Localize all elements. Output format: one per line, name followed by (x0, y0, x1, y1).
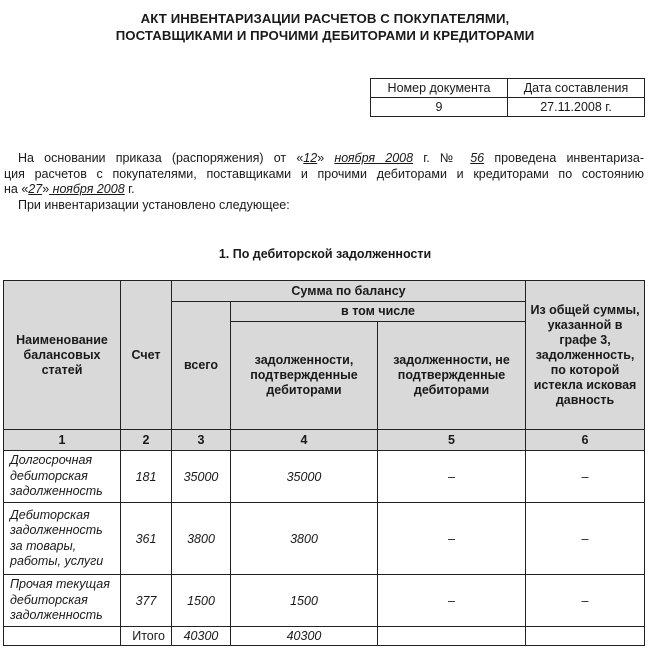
title-line-2: ПОСТАВЩИКАМИ И ПРОЧИМИ ДЕБИТОРАМИ И КРЕДИТОРАМИ (115, 28, 535, 43)
total-confirmed: 40300 (231, 627, 378, 646)
row-expired: – (526, 503, 645, 575)
name-line: работы, услуги (10, 554, 104, 568)
basis-line-1 (4, 151, 644, 167)
header-not-confirmed: задолженности, не подтвержденные дебиторами (378, 322, 526, 430)
row-total: 3800 (172, 503, 231, 575)
name-line: дебиторская (10, 592, 88, 607)
name-line: Дебиторская (10, 507, 90, 522)
col-number: 5 (378, 430, 526, 451)
basis-paragraph (4, 151, 644, 198)
table-row (4, 503, 645, 575)
header-account: Счет (121, 281, 172, 430)
header-including: в том числе (231, 302, 526, 322)
col-number: 6 (526, 430, 645, 451)
row-not-confirmed: – (378, 503, 526, 575)
row-total: 35000 (172, 451, 231, 503)
basis-text: г. № (413, 151, 471, 165)
order-month-year: ноября 2008 (334, 151, 414, 165)
state-month-year: ноября 2008 (49, 182, 125, 196)
total-empty-cell (378, 627, 526, 646)
basis-line-3 (4, 182, 644, 198)
row-confirmed: 35000 (231, 451, 378, 503)
row-not-confirmed: – (378, 575, 526, 627)
state-day: 27 (28, 182, 43, 196)
header-confirmed: задолженности, подтвержденные дебиторами (231, 322, 378, 430)
name-line: задолженность (10, 523, 103, 537)
name-line: Прочая текущая (10, 577, 110, 592)
order-day: 12 (303, 151, 318, 165)
row-not-confirmed: – (378, 451, 526, 503)
row-total: 1500 (172, 575, 231, 627)
col-number: 2 (121, 430, 172, 451)
name-line: за товары, (10, 538, 77, 553)
col-number: 4 (231, 430, 378, 451)
row-account: 377 (121, 575, 172, 627)
row-confirmed: 3800 (231, 503, 378, 575)
row-confirmed: 1500 (231, 575, 378, 627)
basis-text: проведена инвентаризa- (484, 151, 644, 165)
row-account: 181 (121, 451, 172, 503)
doc-date-value: 27.11.2008 г. (508, 98, 645, 117)
basis-text: г. (124, 182, 135, 196)
basis-line-2: ция расчетов с покупателями, поставщиками и прочими дебиторами и кредиторами по состоянию (4, 166, 644, 181)
total-empty-cell (4, 627, 121, 646)
header-balance-sum: Сумма по балансу (172, 281, 526, 302)
total-empty-cell (526, 627, 645, 646)
order-number: 56 (470, 151, 485, 165)
row-name (4, 451, 121, 503)
basis-text: На основании приказа (распоряжения) от « (18, 151, 304, 165)
section-title: 1. По дебиторской задолженности (218, 247, 432, 261)
header-expired: Из общей суммы, указанной в графе 3, задолженность, по которой истекла исковая давность (526, 281, 645, 430)
table-row (4, 575, 645, 627)
doc-date-header: Дата составления (508, 79, 645, 98)
row-account: 361 (121, 503, 172, 575)
name-line: задолженность (10, 608, 103, 623)
header-total: всего (172, 302, 231, 430)
row-name (4, 503, 121, 575)
col-number: 1 (4, 430, 121, 451)
basis-text: на « (4, 182, 29, 196)
basis-text: » (317, 151, 325, 165)
total-sum: 40300 (172, 627, 231, 646)
document-title (0, 10, 650, 44)
row-expired: – (526, 451, 645, 503)
name-line: задолженность (10, 484, 103, 499)
name-line: дебиторская (10, 468, 88, 483)
total-row (4, 627, 645, 646)
document-number-date-table (370, 78, 645, 117)
header-name: Наименование балансовых статей (4, 281, 121, 430)
total-label: Итого (121, 627, 172, 646)
receivables-table (3, 280, 645, 646)
findings-intro: При инвентаризации установлено следующее: (18, 198, 290, 212)
doc-number-header: Номер документа (371, 79, 508, 98)
row-expired: – (526, 575, 645, 627)
col-number: 3 (172, 430, 231, 451)
row-name (4, 575, 121, 627)
title-line-1: АКТ ИНВЕНТАРИЗАЦИИ РАСЧЕТОВ С ПОКУПАТЕЛЯМИ, (140, 11, 510, 26)
name-line: Долгосрочная (10, 453, 93, 468)
table-row (4, 451, 645, 503)
doc-number-value: 9 (371, 98, 508, 117)
basis-text: » (42, 182, 50, 196)
